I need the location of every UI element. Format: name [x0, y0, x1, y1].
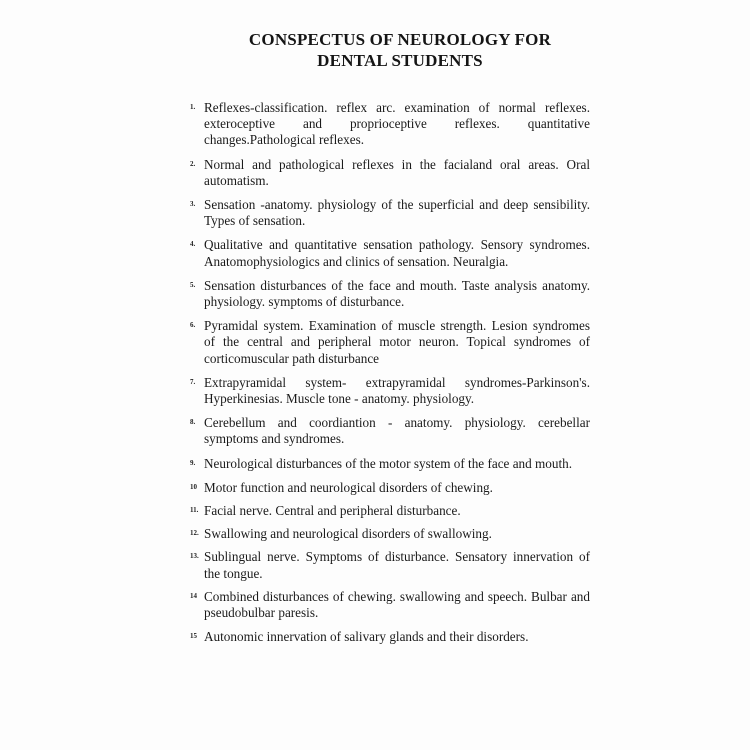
topic-item — [186, 100, 590, 149]
topic-item — [186, 157, 590, 189]
title-line-1: CONSPECTUS OF NEUROLOGY FOR — [248, 30, 552, 49]
topic-text: Pyramidal system. Examination of muscle strength. Lesion syndromes of the central and peripheral motor neuron. Topical syndromes of corticomuscular path disturbance — [204, 318, 590, 366]
topic-number: 4. — [190, 240, 196, 249]
topic-text: Combined disturbances of chewing. swallowing and speech. Bulbar and pseudobulbar paresis. — [204, 588, 590, 621]
topic-text: Sublingual nerve. Symptoms of disturbance. Sensatory innervation of the tongue. — [204, 549, 590, 581]
topic-item — [186, 278, 590, 310]
topic-item — [186, 375, 590, 407]
topic-item — [186, 480, 590, 496]
topic-item — [186, 503, 590, 519]
topic-list — [186, 100, 590, 645]
topic-number: 3. — [190, 200, 196, 209]
topic-number: 13. — [190, 552, 199, 561]
topic-number: 8. — [190, 418, 196, 427]
topic-number: 1. — [190, 103, 196, 111]
topic-text: Qualitative and quantitative sensation pathology. Sensory syndromes. Anatomophysiologics and clinics of sensation. Neuralgia. — [204, 237, 590, 269]
topic-number: 12. — [190, 529, 199, 538]
topic-item — [186, 237, 590, 269]
topic-text: Facial nerve. Central and peripheral disturbance. — [204, 503, 461, 519]
topic-number: 7. — [190, 377, 196, 386]
topic-number: 6. — [190, 321, 196, 330]
topic-text: Cerebellum and coordiantion - anatomy. physiology. cerebellar symptoms and syndromes. — [204, 415, 590, 447]
topic-text: Sensation -anatomy. physiology of the superficial and deep sensibility. Types of sensation. — [204, 197, 590, 229]
topic-number: 2. — [190, 159, 196, 168]
topic-text: Reflexes-classification. reflex arc. examination of normal reflexes. exteroceptive and proprioceptive reflexes. quantitative changes.Pathological reflexes. — [204, 100, 590, 148]
topic-item — [186, 629, 590, 645]
topic-text: Sensation disturbances of the face and mouth. Taste analysis anatomy. physiology. symptoms of disturbance. — [204, 277, 590, 310]
topic-number: 10 — [190, 482, 197, 491]
topic-item — [186, 526, 590, 542]
topic-item — [186, 197, 590, 229]
topic-number: 15 — [190, 632, 197, 641]
topic-text: Extrapyramidal system- extrapyramidal syndromes-Parkinson's. Hyperkinesias. Muscle tone - anatomy. physiology. — [204, 374, 590, 407]
topic-number: 5. — [190, 280, 196, 289]
topic-text: Swallowing and neurological disorders of swallowing. — [204, 526, 492, 542]
topic-item — [186, 318, 590, 367]
topic-item — [186, 549, 590, 581]
topic-item — [186, 456, 590, 472]
title-line-2: DENTAL STUDENTS — [317, 51, 483, 70]
topic-number: 9. — [190, 458, 196, 467]
topic-text: Motor function and neurological disorders of chewing. — [204, 479, 493, 495]
topic-number: 14 — [190, 591, 197, 600]
topic-text: Neurological disturbances of the motor system of the face and mouth. — [204, 455, 573, 471]
topic-text: Autonomic innervation of salivary glands and their disorders. — [204, 629, 529, 645]
topic-item — [186, 589, 590, 621]
topic-text: Normal and pathological reflexes in the facialand oral areas. Oral automatism. — [204, 156, 590, 188]
document-title — [200, 29, 600, 71]
topic-item — [186, 415, 590, 447]
topic-number: 11. — [190, 506, 199, 515]
